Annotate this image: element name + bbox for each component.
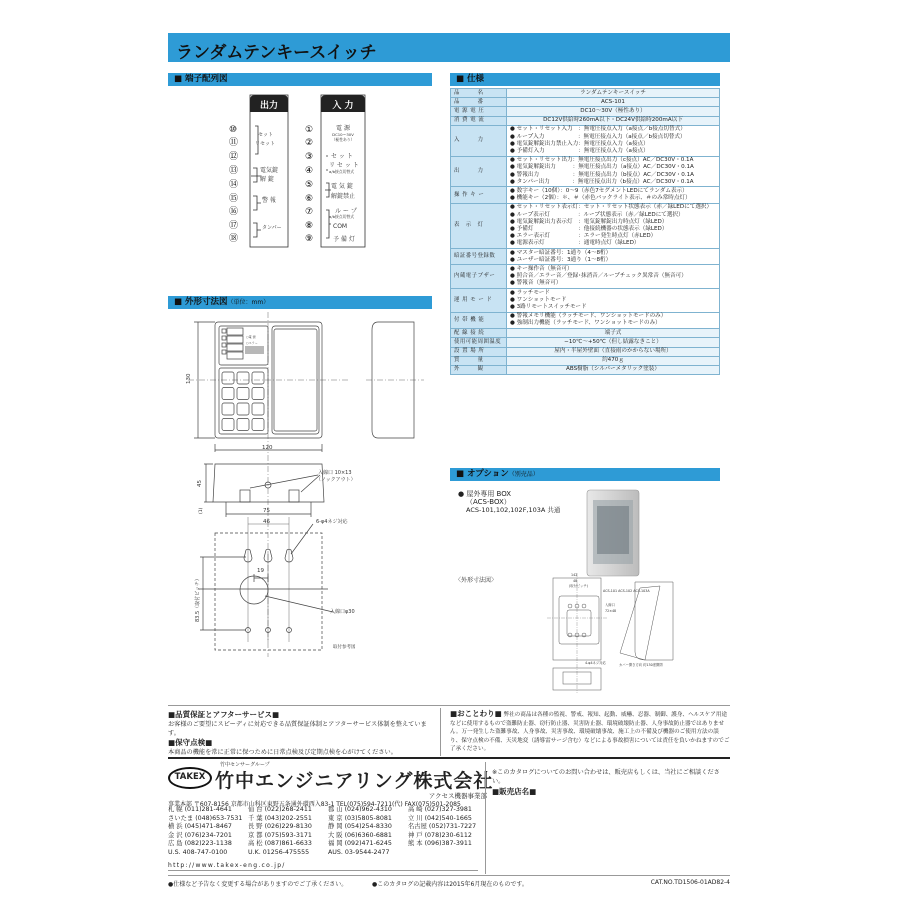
spec-label: 内蔵電子ブザー — [451, 265, 507, 289]
keypad-key — [222, 372, 234, 384]
spec-line: 端子式 — [604, 329, 622, 336]
spec-value — [507, 365, 720, 374]
in-label-lock: 電 気 錠 — [331, 183, 353, 190]
terminal-number: ⑤ — [305, 180, 314, 190]
maintenance-text: 本商品の機能を常に正常に保つために日常点検及び定期点検を心がけてください。 — [168, 749, 397, 756]
out-label-alarm: 警 報 — [262, 197, 276, 204]
spec-row — [451, 265, 720, 289]
dim-83-5: 83.5（取付ピッチ） — [195, 576, 201, 622]
terminal-number: ⑪ — [229, 138, 239, 148]
spec-value — [507, 249, 720, 265]
office-phone: 神 戸 (078)230-6112 — [408, 831, 472, 839]
inlet-30-label: 入線口φ30 — [330, 609, 355, 615]
keypad-key — [237, 403, 249, 415]
opt-dim-142: 142 — [571, 573, 578, 577]
spec-line: ● 警報メモリ機能（ラッチモード、ワンショットモードのみ） — [510, 313, 667, 320]
terminal-number: ⑰ — [229, 221, 239, 231]
output-header: 出力 — [259, 101, 279, 111]
page-title: ランダムテンキースイッチ — [168, 33, 730, 62]
bottom-line — [168, 875, 730, 876]
notice-section — [450, 710, 730, 754]
terminal-diagram — [225, 92, 385, 252]
keypad-key — [252, 403, 264, 415]
headquarters: 事業本部 〒607-8156 京都市山科区東野五条通外環西入83-1 TEL(075)594-7211(代) FAX(075)501-2085 — [168, 801, 461, 808]
spec-row — [451, 312, 720, 328]
in-label-set-ab: a/b接点切替式 — [329, 169, 355, 174]
in-label-set: セ ッ ト — [331, 153, 353, 160]
dimension-title: ■ 外形寸法図 — [174, 297, 228, 307]
spec-row — [451, 365, 720, 374]
office-phone: 京 都 (075)593-3171 — [248, 831, 312, 839]
out-label-tamper: タンパー — [262, 225, 282, 231]
spec-label: 電 源 電 圧 — [451, 107, 507, 116]
spec-value — [507, 98, 720, 107]
spec-line: ● 警報音（無音可） — [510, 280, 562, 287]
in-label-power-polarity: （極性あり） — [331, 137, 355, 142]
spec-value — [507, 187, 720, 203]
terminal-number: ⑬ — [229, 166, 239, 176]
office-phone: AUS. 03-9544-2477 — [328, 848, 390, 856]
spec-value — [507, 203, 720, 248]
in-label-spare: 予 備 灯 — [333, 236, 355, 243]
opt-dim-48: 48 — [573, 579, 578, 583]
keypad-key — [252, 419, 264, 431]
keypad-key — [252, 372, 264, 384]
option-dimension-drawing — [545, 568, 705, 698]
opt-cover: カバー開き方向 約130度開閉 — [619, 663, 663, 667]
office-phone: 大 阪 (06)6360-6881 — [328, 831, 392, 839]
office-phone: 金 沢 (076)234-7201 — [168, 831, 232, 839]
terminal-number: ⑯ — [229, 207, 239, 217]
screw-label: 6-φ4ネジ対応 — [316, 519, 348, 525]
spec-row — [451, 125, 720, 156]
spec-line: ● エラー表示灯 ：エラー発生時点灯（赤LED） — [510, 233, 657, 240]
dealer-vdivider — [485, 762, 486, 874]
option-box-photo — [583, 488, 645, 580]
section-spec-header: ■ 仕様 — [450, 73, 720, 86]
spec-value — [507, 116, 720, 125]
office-phone: 広 島 (082)223-1138 — [168, 840, 232, 848]
office-phone: 熊 本 (096)387-3911 — [408, 840, 472, 848]
spec-row — [451, 289, 720, 313]
in-label-com: COM — [333, 223, 348, 230]
section-dimension-header — [168, 296, 432, 309]
opt-models: ACS-101 ACS-102 ACS-103A — [603, 589, 650, 593]
opt-screw: 4-φ4ネジ対応 — [585, 661, 606, 665]
spec-line: ● マスター暗証番号：1通り（4～8桁） — [510, 249, 612, 256]
keypad-key — [237, 388, 249, 400]
option-info — [458, 490, 560, 514]
footer-vdivider — [440, 708, 441, 756]
office-phone: 名古屋 (052)731-7227 — [408, 823, 477, 831]
terminal-number: ⑭ — [229, 180, 239, 190]
spec-row — [451, 356, 720, 365]
terminal-number: ⑩ — [229, 125, 238, 135]
in-label-loop: ル ー プ — [335, 208, 357, 215]
in-label-loop-ab: a/b接点切替式 — [329, 214, 355, 219]
spec-value — [507, 312, 720, 328]
section-option-header — [450, 468, 720, 481]
option-title: ■ オプション — [456, 469, 509, 479]
spec-line: 約470ｇ — [602, 357, 624, 364]
spec-line: ● 3路リモートスイッチモード — [510, 303, 587, 310]
spec-row — [451, 203, 720, 248]
group-name: 竹中センサーグループ — [220, 762, 270, 768]
input-header: 入 力 — [332, 101, 354, 111]
panel-power-label: ○電 源 — [246, 335, 256, 339]
office-phone — [408, 849, 488, 858]
spec-line: ● ワンショットモード — [510, 296, 567, 303]
out-label-lock: 電気錠 — [260, 167, 279, 174]
terminal-number: ⑱ — [229, 234, 239, 244]
note-spec-change: ●仕様など予告なく変更する場合がありますのでご了承ください。 — [168, 881, 348, 888]
spec-value — [507, 329, 720, 338]
quality-section — [168, 710, 432, 757]
notice-title: ■おことわり■ — [450, 709, 502, 718]
spec-label: 暗証番号登録数 — [451, 249, 507, 265]
dim-width-120: 120 — [262, 445, 273, 451]
catalog-number: CAT.NO.TD1506-01AD82-4 — [650, 879, 730, 886]
spec-label: 運 用 モ ー ド — [451, 289, 507, 313]
opt-dim-pitch: (取付ピッチ) — [569, 584, 588, 588]
out-label-unlock: 解 錠 — [260, 176, 274, 183]
dim-depth-45: 45 — [197, 480, 203, 487]
office-phone: さいたま (048)653-7531 — [168, 814, 243, 822]
spec-line: ACS-101 — [601, 98, 625, 105]
terminal-number: ⑮ — [229, 194, 239, 204]
maintenance-title: ■保守点検■ — [168, 738, 213, 747]
spec-line: ABS樹脂（シルバーメタリック塗装） — [566, 366, 660, 373]
section-terminal-header: ■ 端子配列図 — [168, 73, 432, 86]
option-item: ● 屋外専用 BOX — [458, 490, 512, 498]
spec-line: ● 予備灯入力 ：無電圧接点入力（a接点） — [510, 147, 649, 154]
division-name: アクセス機器事業部 — [428, 792, 487, 800]
spec-line: ● 機能キー（2個）：＊、＃（赤色バックライト表示、＃のみ常時点灯） — [510, 195, 691, 202]
terminal-number: ③ — [305, 152, 314, 162]
office-phone: 長 野 (026)229-8130 — [248, 823, 312, 831]
dealer-title: ■販売店名■ — [492, 787, 537, 796]
spec-line: ● 照合音／エラー音／登録･抹消音／ループチェック異常音（無音可） — [510, 273, 687, 280]
spec-label: 操 作 キ ー — [451, 187, 507, 203]
panel-error-label: ○エラー — [246, 341, 258, 345]
dim-19: 19 — [257, 568, 264, 574]
terminal-number: ② — [305, 138, 314, 148]
in-label-power-dc: DC10～30V — [332, 132, 354, 137]
office-phone: 仙 台 (022)268-2411 — [248, 806, 312, 813]
office-phone: 郡 山 (024)962-4310 — [328, 806, 392, 813]
spec-row — [451, 338, 720, 347]
spec-row — [451, 116, 720, 125]
spec-line: ● セット・リセット表示灯：セット・リセット状態表示（赤／緑LEDにて選択） — [510, 204, 713, 211]
inlet-label: 入線口 10×13 — [318, 470, 352, 476]
office-phone: 高 松 (087)861-6633 — [248, 840, 312, 848]
spec-line: ● 強制出力機能（ラッチモード、ワンショットモードのみ） — [510, 320, 661, 327]
spec-value — [507, 347, 720, 356]
spec-line: −10℃～+50℃（但し結露なきこと） — [564, 338, 662, 345]
spec-line: DC10～30V（極性あり） — [580, 107, 646, 114]
spec-line: ● 電気錠解錠出力 ：無電圧接点出力（a接点）AC／DC30V・0.1A — [510, 164, 694, 171]
terminal-number: ④ — [305, 166, 314, 176]
spec-line: ● 数字キー（10個）：0～9（赤色7セグメントLEDにてランダム表示） — [510, 187, 688, 194]
spec-line: ● 警報出力 ：無電圧接点出力（b接点）AC／DC30V・0.1A — [510, 171, 694, 178]
office-phone: 静 岡 (054)254-8330 — [328, 823, 392, 831]
spec-line: ● セット・リセット入力 ：無電圧接点入力（a接点／b接点切替式） — [510, 126, 686, 133]
dim-height-130: 130 — [186, 373, 192, 384]
footer-divider — [168, 705, 730, 706]
spec-row — [451, 89, 720, 98]
spec-label: 付 帯 機 能 — [451, 312, 507, 328]
spec-value — [507, 156, 720, 187]
company-name: 竹中エンジニアリング株式会社 — [215, 770, 494, 792]
dimension-drawing — [168, 312, 432, 657]
spec-label: 設 置 場 所 — [451, 347, 507, 356]
quality-title: ■品質保証とアフターサービス■ — [168, 710, 280, 719]
office-phone: 東 京 (03)5805-8081 — [328, 814, 392, 822]
terminal-number: ⑫ — [229, 152, 239, 162]
office-phone: 立 川 (042)540-1665 — [408, 814, 472, 822]
keypad-key — [252, 388, 264, 400]
spec-value — [507, 107, 720, 116]
spec-line: ● タンパー出力 ：無電圧接点出力（b接点）AC／DC30V・0.1A — [510, 178, 694, 185]
out-label-reset: リセット — [255, 141, 275, 147]
spec-value — [507, 356, 720, 365]
inquiry-text: ※このカタログについてのお問い合わせは、販売店もしくは、当社にご相談ください。 — [492, 769, 720, 785]
spec-label: 使用可能周囲温度 — [451, 338, 507, 347]
terminal-number: ① — [305, 125, 314, 135]
keypad-key — [222, 388, 234, 400]
dimension-unit: （単位：mm） — [227, 299, 270, 306]
terminal-number: ⑥ — [305, 194, 314, 204]
spec-line: ● ループ入力 ：無電圧接点入力（a接点／b接点切替式） — [510, 133, 686, 140]
takex-logo: TAKEX — [168, 767, 212, 789]
spec-line: ● ユーザー暗証番号：3通り（1～8桁） — [510, 256, 612, 263]
website-url[interactable]: http://www.takex-eng.co.jp/ — [168, 862, 478, 871]
office-list — [168, 806, 488, 858]
notice-text: 弊社の商品は各種の監視、警戒、報知、起動、威嚇、忍器、制御、護身、ヘルスケア用途などに使用するもので盗難防止器、窃行防止器、災害防止器、環境破壊防止器、人身事故防止器ではありません。万一発生した盗難事故、人身事故、災害事故、環境破壊事故、施工上の不備及び機器のご使用方法の誤り、保守点検の不備、天災地変（誘導雷サージ含む）などによる事故損害については責任を負いかねますのでご了承ください。 — [450, 712, 730, 753]
knockout-label: （ノックアウト） — [316, 477, 356, 483]
spec-value — [507, 289, 720, 313]
spec-value — [507, 265, 720, 289]
keypad-key — [237, 419, 249, 431]
in-label-lock-inhibit: 解錠禁止 — [331, 193, 356, 200]
office-phone: 札 幌 (011)281-4641 — [168, 806, 232, 813]
spec-line: ● ループ表示灯 ：ループ状態表示（赤／緑LEDにて選択） — [510, 211, 684, 218]
spec-label: 入 力 — [451, 125, 507, 156]
dim-46: 46 — [263, 519, 270, 525]
dim-75: 75 — [263, 508, 270, 514]
keypad-key — [222, 419, 234, 431]
terminal-number: ⑦ — [305, 207, 314, 217]
spec-line: ● セット・リセット出力：無電圧接点出力（c接点）AC／DC30V・0.1A — [510, 157, 694, 164]
spec-value — [507, 89, 720, 98]
keypad-key — [237, 372, 249, 384]
spec-line: ● 電気錠解錠出力禁止入力：無電圧接点入力（a接点） — [510, 140, 649, 147]
spec-label: 消 費 電 流 — [451, 116, 507, 125]
spec-row — [451, 249, 720, 265]
dim-1: (1) — [199, 507, 204, 514]
spec-label: 配 線 接 続 — [451, 329, 507, 338]
in-label-reset: リ セ ッ ト — [329, 162, 359, 169]
spec-row — [451, 329, 720, 338]
spec-line: ● 電気錠解錠出力表示灯 ：電気錠解錠出力時点灯（緑LED） — [510, 218, 668, 225]
opt-inlet-size: 72×48 — [605, 609, 617, 613]
office-phone: 福 岡 (092)471-6245 — [328, 840, 392, 848]
keypad-key — [222, 403, 234, 415]
spec-row — [451, 156, 720, 187]
spec-line: 屋内・半屋外壁面（直接雨のかからない場所） — [554, 348, 672, 354]
spec-label: 出 力 — [451, 156, 507, 187]
terminal-number: ⑧ — [305, 221, 314, 231]
office-phone: 横 浜 (045)471-8467 — [168, 823, 232, 831]
spec-value — [507, 338, 720, 347]
terminal-number: ⑨ — [305, 234, 314, 244]
option-dim-title: 〈外形寸法図〉 — [455, 577, 498, 584]
spec-row — [451, 187, 720, 203]
quality-text: お客様のご要望にスピーディに対応できる品質保証体制とアフターサービス体制を整えています。 — [168, 721, 427, 737]
mount-reference-label: 取付参考図 — [333, 645, 356, 650]
spec-row — [451, 347, 720, 356]
spec-line: ● 電源表示灯 ：通電時点灯（緑LED） — [510, 240, 640, 247]
note-catalog-date: ●このカタログの記載内容は2015年6月現在のものです。 — [372, 881, 528, 888]
office-phone: 千 葉 (043)202-2551 — [248, 814, 312, 822]
spec-row — [451, 107, 720, 116]
opt-inlet: 入線口 — [605, 603, 615, 607]
spec-label: 品 名 — [451, 89, 507, 98]
spec-value — [507, 125, 720, 156]
spec-line: ランダムテンキースイッチ — [579, 89, 646, 96]
office-phone: U.S. 408-747-0100 — [168, 848, 228, 856]
spec-table — [450, 88, 720, 375]
spec-label: 質 量 — [451, 356, 507, 365]
office-phone: U.K. 01256-475555 — [248, 848, 310, 856]
office-phone: 高 崎 (027)327-3981 — [408, 806, 472, 813]
spec-label: 表 示 灯 — [451, 203, 507, 248]
spec-line: ● ラッチモード — [510, 289, 550, 296]
out-label-set: セット — [258, 132, 274, 138]
option-compat: ACS-101,102,102F,103A 共通 — [466, 506, 561, 514]
spec-label: 品 番 — [451, 98, 507, 107]
spec-line: ● キー操作音（無音可） — [510, 265, 573, 272]
spec-label: 外 観 — [451, 365, 507, 374]
spec-row — [451, 98, 720, 107]
spec-line: ● 予備灯 ：他接続機器の状態表示（緑LED） — [510, 225, 668, 232]
option-note: （別売品） — [508, 471, 539, 478]
spec-line: DC12V供給時260mA以下・DC24V供給時200mA以下 — [543, 117, 683, 124]
in-label-power: 電 源 — [336, 125, 350, 132]
footer-thick-line — [168, 757, 730, 759]
option-model: （ACS-BOX） — [466, 498, 511, 506]
